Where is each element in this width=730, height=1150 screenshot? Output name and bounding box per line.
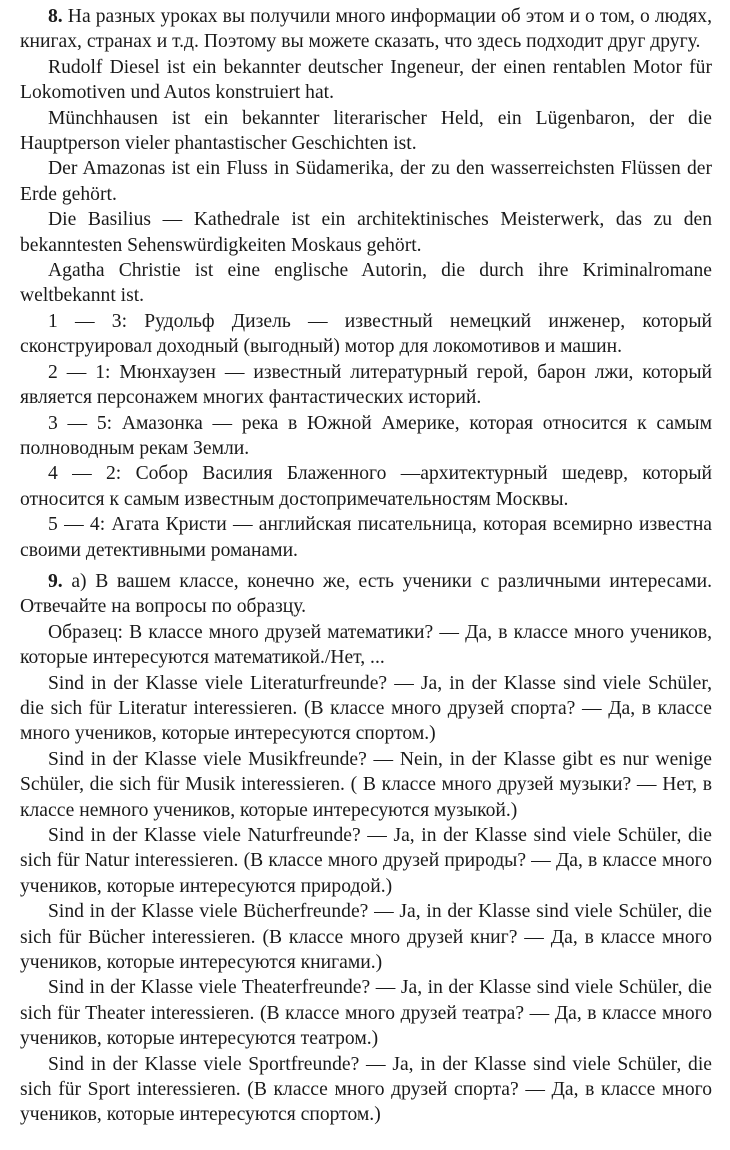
document-page — [20, 4, 712, 1128]
exercise-8-german-4: Die Basilius — Kathedrale ist ein architektinisches Meisterwerk, das zu den bekanntesten Sehenswürdigkeiten Moskaus gehört. — [20, 209, 712, 256]
exercise-9-answer-4: Sind in der Klasse viele Bücherfreunde? — Ja, in der Klasse sind viele Schüler, die sich für Bücher interessieren. (В классе много друзей книг? — Да, в классе много учеников, которые интересуются книгами.) — [20, 901, 712, 974]
exercise-9-answer-6: Sind in der Klasse viele Sportfreunde? — Ja, in der Klasse sind viele Schüler, die sich für Sport interessieren. (В классе много друзей спорта? — Да, в классе много учеников, которые интересуются спортом.) — [20, 1053, 712, 1126]
exercise-9-answer-2: Sind in der Klasse viele Musikfreunde? — Nein, in der Klasse gibt es nur wenige Schüler, die sich für Musik interessieren. ( В классе много друзей музыки? — Нет, в классе немного учеников, которые интересуются музыкой.) — [20, 748, 712, 821]
exercise-8-german-2: Münchhausen ist ein bekannter literarischer Held, ein Lügenbaron, der die Hauptperson vieler phantastischer Geschichten ist. — [20, 107, 712, 155]
exercise-8-german-1: Rudolf Diesel ist ein bekannter deutscher Ingeneur, der einen rentablen Motor für Lokomotiven und Autos konstruiert hat. — [20, 56, 712, 104]
exercise-9-number: 9. — [48, 570, 63, 592]
exercise-8-russian-1: 1 — 3: Рудольф Дизель — известный немецкий инженер, который сконструировал доходный (выгодный) мотор для локомотивов и машин. — [20, 310, 712, 358]
exercise-9-answer-3: Sind in der Klasse viele Naturfreunde? — Ja, in der Klasse sind viele Schüler, die sich für Natur interessieren. (В классе много друзей природы? — Да, в классе много учеников, которые интересуются природой.) — [20, 825, 712, 897]
exercise-9-sample: Образец: В классе много друзей математики? — Да, в классе много учеников, которые интересуются математикой./Нет, ... — [20, 621, 712, 669]
exercise-9-answer-5: Sind in der Klasse viele Theaterfreunde? — Ja, in der Klasse sind viele Schüler, die sich für Theater interessieren. (В классе много друзей театра? — Да, в классе много учеников, которые интересуются театром.) — [20, 977, 712, 1050]
exercise-9-answer-1: Sind in der Klasse viele Literaturfreunde? — Ja, in der Klasse sind viele Schüler, die sich für Literatur interessieren. (В классе много друзей спорта? — Да, в классе много учеников, которые интересуются спортом.) — [20, 672, 712, 745]
exercise-8-intro — [20, 4, 712, 55]
exercise-8-german-3: Der Amazonas ist ein Fluss in Südamerika, der zu den wasserreichsten Flüssen der Erde gehört. — [20, 158, 712, 205]
exercise-8-number: 8. — [48, 6, 63, 27]
exercise-8-russian-3: 3 — 5: Амазонка — река в Южной Америке, которая относится к самым полноводным рекам Земли. — [20, 412, 712, 459]
exercise-8-intro-text: На разных уроках вы получили много информации об этом и о том, о людях, книгах, странах и т.д. Поэтому вы можете сказать, что здесь подходит друг другу. — [20, 6, 712, 53]
exercise-8-russian-4: 4 — 2: Собор Василия Блаженного —архитектурный шедевр, который относится к самым известным достопримечательностям Москвы. — [20, 463, 712, 510]
exercise-9-intro — [20, 569, 712, 620]
exercise-9-intro-text: а) В вашем классе, конечно же, есть ученики с различными интересами. Отвечайте на вопросы по образцу. — [20, 570, 712, 618]
exercise-8-german-5: Agatha Christie ist eine englische Autorin, die durch ihre Kriminalromane weltbekannt ist. — [20, 260, 712, 307]
exercise-8-russian-5: 5 — 4: Агата Кристи — английская писательница, которая всемирно известна своими детективными романами. — [20, 514, 712, 561]
exercise-8-russian-2: 2 — 1: Мюнхаузен — известный литературный герой, барон лжи, который является персонажем многих фантастических историй. — [20, 361, 712, 409]
